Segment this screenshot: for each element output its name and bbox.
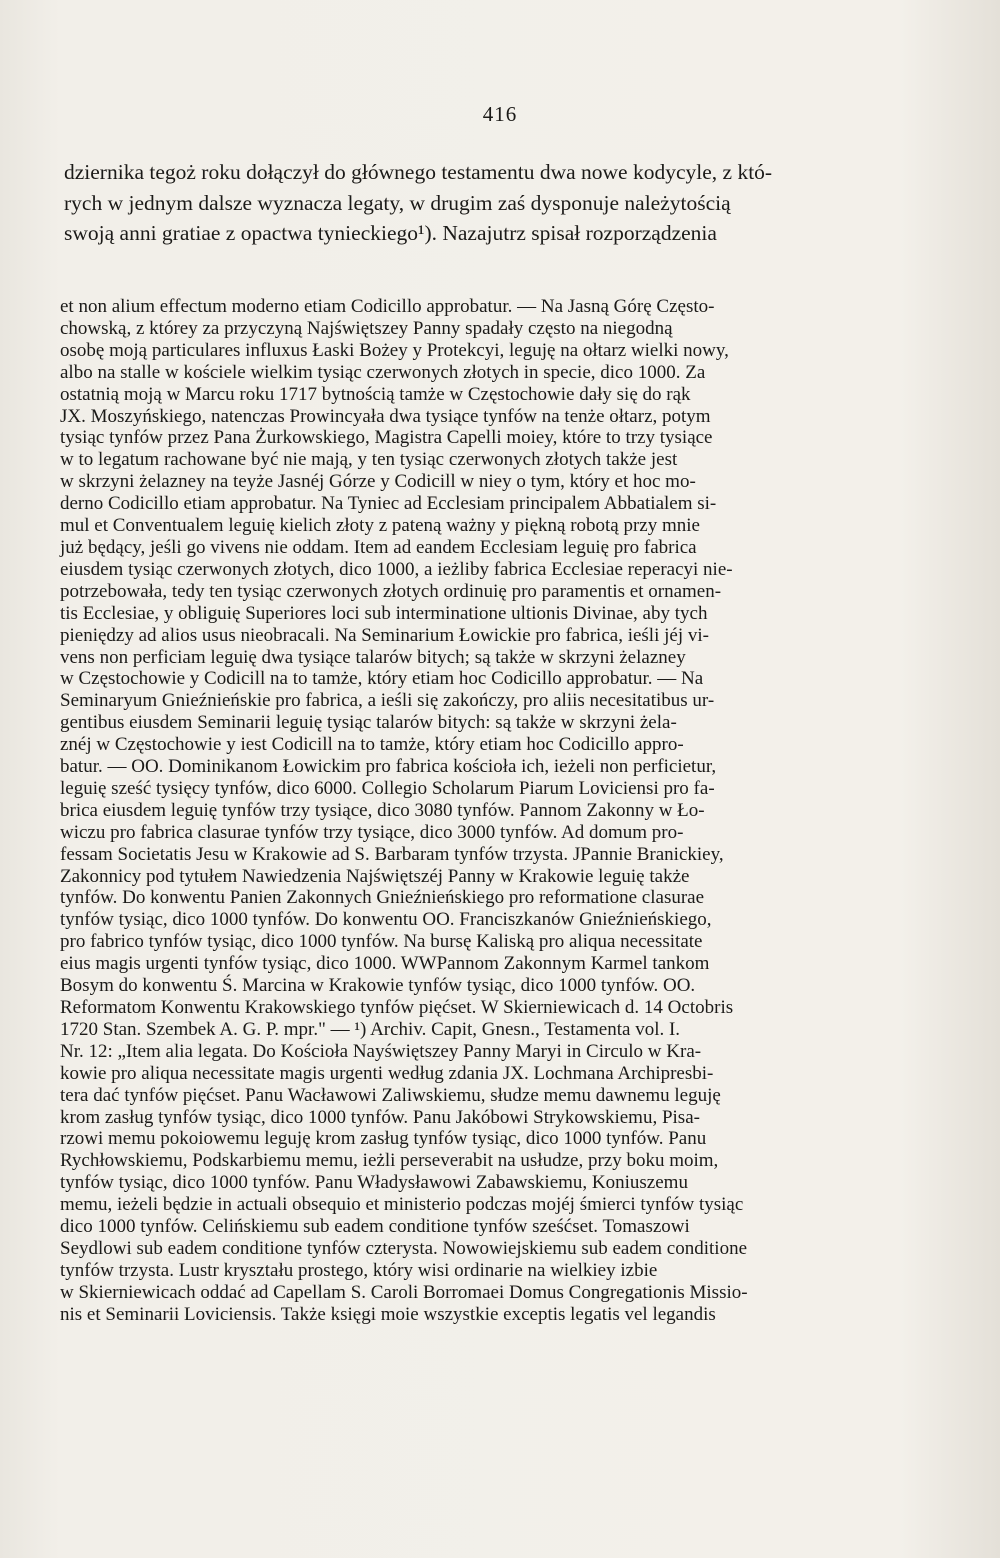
quote-line: batur. — OO. Dominikanom Łowickim pro fabrica kościoła ich, ieżeli non perficietur, (60, 756, 717, 778)
quote-line: brica eiusdem leguię tynfów trzy tysiące, dico 3080 tynfów. Pannom Zakonny w Ło- (60, 799, 705, 821)
quote-line: JX. Moszyńskiego, natenczas Prowincyała dwa tysiące tynfów na tenże ołtarz, potym (60, 405, 711, 427)
quote-line: tynfów trzysta. Lustr kryształu prostego, który wisi ordinarie na wielkiey izbie (60, 1259, 658, 1281)
quote-line: w Skierniewicach oddać ad Capellam S. Caroli Borromaei Domus Congregationis Missio- (60, 1281, 748, 1303)
quote-line: tynfów tysiąc, dico 1000 tynfów. Do konwentu OO. Franciszkanów Gnieźnieńskiego, (60, 909, 712, 931)
quote-line: pro fabrico tynfów tysiąc, dico 1000 tynfów. Na bursę Kaliską pro aliqua necessitate (60, 931, 703, 953)
quote-line: osobę moją particulares influxus Łaski Bożey y Protekcyi, leguję na ołtarz wielki nowy, (60, 339, 729, 361)
quote-line: tynfów. Do konwentu Panien Zakonnych Gnieźnieńskiego pro reformatione clasurae (60, 887, 705, 909)
quote-line: Zakonnicy pod tytułem Nawiedzenia Najświętszéj Panny w Krakowie leguię także (60, 865, 690, 887)
quote-line: pieniędzy ad alios usus nieobracali. Na Seminarium Łowickie pro fabrica, ieśli jéj vi- (60, 624, 709, 646)
quote-line: w skrzyni żelazney na teyże Jasnéj Górze y Codicill w niey o tym, który et hoc mo- (60, 471, 696, 493)
quote-line: w Częstochowie y Codicill na to tamże, który etiam hoc Codicillo approbatur. — Na (60, 668, 704, 690)
quote-line: leguię sześć tysięcy tynfów, dico 6000. Collegio Scholarum Piarum Loviciensi pro fa- (60, 777, 715, 799)
quote-line: tysiąc tynfów przez Pana Żurkowskiego, Magistra Capelli moiey, które to trzy tysiące (60, 427, 713, 449)
quote-line: gentibus eiusdem Seminarii leguię tysiąc talarów bitych: są także w skrzyni żela- (60, 712, 677, 734)
quote-line: znéj w Częstochowie y iest Codicill na to tamże, który etiam hoc Codicillo appro- (60, 734, 684, 756)
quote-line: Rychłowskiemu, Podskarbiemu memu, ieżli perseverabit na usłudze, przy boku moim, (60, 1150, 719, 1172)
quote-line: mul et Conventualem leguię kielich złoty z pateną ważny y piękną robotą przy mnie (60, 515, 700, 537)
intro-line: swoją anni gratiae z opactwa tynieckiego¹). Nazajutrz spisał rozporządzenia (64, 221, 717, 245)
quote-line: krom zasług tynfów tysiąc, dico 1000 tynfów. Panu Jakóbowi Strykowskiemu, Pisa- (60, 1106, 700, 1128)
quote-line: Bosym do konwentu Ś. Marcina w Krakowie tynfów tysiąc, dico 1000 tynfów. OO. (60, 975, 696, 997)
quote-line: vens non perficiam leguię dwa tysiące talarów bitych; są także w skrzyni żelazney (60, 646, 686, 668)
page-number: 416 (482, 102, 518, 126)
quote-line: Seydlowi sub eadem conditione tynfów czterysta. Nowowiejskiemu sub eadem conditione (60, 1237, 748, 1259)
quote-line: eius magis urgenti tynfów tysiąc, dico 1000. WWPannom Zakonnym Karmel tankom (60, 953, 710, 975)
quote-line: wiczu pro fabrica clasurae tynfów trzy tysiące, dico 3000 tynfów. Ad domum pro- (60, 821, 684, 843)
quote-line: tis Ecclesiae, y obliguię Superiores loci sub interminatione ultionis Divinae, aby tych (60, 602, 708, 624)
quote-line: fessam Societatis Jesu w Krakowie ad S. Barbaram tynfów trzysta. JPannie Branickiey, (60, 843, 724, 865)
intro-line: dziernika tegoż roku dołączył do głównego testamentu dwa nowe kodycyle, z któ- (64, 160, 773, 184)
quote-line: w to legatum rachowane być nie mają, y ten tysiąc czerwonych złotych także jest (60, 449, 678, 471)
intro-line: rych w jednym dalsze wyznacza legaty, w drugim zaś dysponuje należytością (64, 190, 731, 215)
quote-line: 1720 Stan. Szembek A. G. P. mpr." — ¹) Archiv. Capit, Gnesn., Testamenta vol. I. (60, 1018, 681, 1040)
quote-line: chowską, z którey za przyczyną Najświętszey Panny spadały często na niegodną (60, 317, 673, 339)
footnote-quote (60, 296, 882, 1326)
quote-line: dico 1000 tynfów. Celińskiemu sub eadem conditione tynfów sześćset. Tomaszowi (60, 1216, 690, 1238)
quote-line: kowie pro aliqua necessitate magis urgenti według zdania JX. Lochmana Archipresbi- (60, 1062, 714, 1084)
quote-line: nis et Seminarii Loviciensis. Także księgi moie wszystkie exceptis legatis vel legandis (60, 1303, 716, 1325)
quote-line: ostatnią moją w Marcu roku 1717 bytnością tamże w Częstochowie dały się do rąk (60, 383, 691, 405)
quote-line: Seminaryum Gnieźnieńskie pro fabrica, a ieśli się zakończy, pro aliis necesitatibus ur- (60, 690, 715, 712)
quote-line: et non alium effectum moderno etiam Codicillo approbatur. — Na Jasną Górę Często- (60, 296, 715, 317)
quote-line: już będący, jeśli go vivens nie oddam. Item ad eandem Ecclesiam leguię pro fabrica (60, 536, 697, 558)
quote-line: tera dać tynfów pięćset. Panu Wacławowi Zaliwskiemu, słudze memu dawnemu leguję (60, 1084, 721, 1106)
quote-line: potrzebowała, tedy ten tysiąc czerwonych złotych ordinuię pro paramentis et ornamen- (60, 580, 722, 602)
quote-line: Reformatom Konwentu Krakowskiego tynfów pięćset. W Skierniewicach d. 14 Octobris (60, 997, 734, 1018)
quote-line: derno Codicillo etiam approbatur. Na Tyniec ad Ecclesiam principalem Abbatialem si- (60, 493, 717, 515)
quote-line: tynfów tysiąc, dico 1000 tynfów. Panu Władysławowi Zabawskiemu, Koniuszemu (60, 1172, 688, 1194)
quote-line: rzowi memu pokoiowemu leguję krom zasług tynfów tysiąc, dico 1000 tynfów. Panu (60, 1128, 707, 1150)
quote-line: albo na stalle w kościele wielkim tysiąc czerwonych złotych in specie, dico 1000. Za (60, 361, 706, 383)
quote-line: Nr. 12: „Item alia legata. Do Kościoła Nayświętszey Panny Maryi in Circulo w Kra- (60, 1040, 702, 1062)
intro-paragraph (64, 157, 880, 249)
quote-line: memu, ieżeli będzie in actuali obsequio et ministerio podczas mojéj śmierci tynfów tysiąc (60, 1194, 744, 1216)
quote-line: eiusdem tysiąc czerwonych złotych, dico 1000, a ieżliby fabrica Ecclesiae reperacyi nie- (60, 558, 733, 580)
